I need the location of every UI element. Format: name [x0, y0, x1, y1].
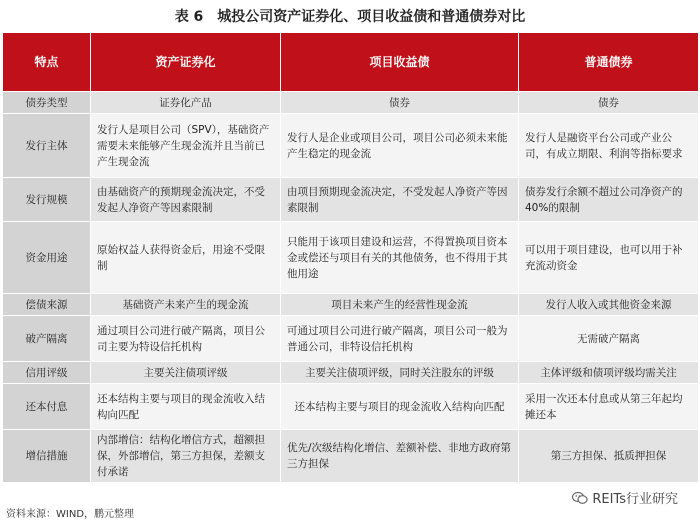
feature-cell: 还本付息 [3, 384, 91, 430]
table-row [3, 114, 699, 178]
ordinary-cell: 发行人收入或其他资金来源 [519, 294, 699, 316]
header-abs: 资产证券化 [91, 33, 281, 92]
ordinary-cell: 无需破产隔离 [519, 316, 699, 362]
abs-cell: 主要关注债项评级 [91, 362, 281, 384]
table-row [3, 178, 699, 222]
table-row [3, 430, 699, 483]
table-row [3, 384, 699, 430]
project-cell: 债券 [281, 92, 519, 114]
abs-cell: 发行人是项目公司（SPV），基础资产需要未来能够产生现金流并且当前已产生现金流 [91, 114, 281, 178]
table-row [3, 362, 699, 384]
project-cell: 发行人是企业或项目公司，项目公司必须未来能产生稳定的现金流 [281, 114, 519, 178]
ordinary-cell: 债券发行余额不超过公司净资产的 40%的限制 [519, 178, 699, 222]
header-ordinary-bond: 普通债券 [519, 33, 699, 92]
project-cell: 由项目预期现金流决定，不受发起人净资产等因素限制 [281, 178, 519, 222]
abs-cell: 原始权益人获得资金后，用途不受限制 [91, 222, 281, 294]
project-cell: 只能用于该项目建设和运营，不得置换项目资本金或偿还与项目有关的其他债务，也不得用于其他用途 [281, 222, 519, 294]
project-cell: 可通过项目公司进行破产隔离，项目公司一般为普通公司，非特设信托机构 [281, 316, 519, 362]
watermark-text: REITs行业研究 [592, 492, 678, 507]
feature-cell: 发行规模 [3, 178, 91, 222]
ordinary-cell: 发行人是融资平台公司或产业公司，有成立期限、利润等指标要求 [519, 114, 699, 178]
project-cell: 优先/次级结构化增信、差额补偿、非地方政府第三方担保 [281, 430, 519, 483]
header-project-bond: 项目收益债 [281, 33, 519, 92]
abs-cell: 还本结构主要与项目的现金流收入结构向匹配 [91, 384, 281, 430]
feature-cell: 发行主体 [3, 114, 91, 178]
ordinary-cell: 第三方担保、抵质押担保 [519, 430, 699, 483]
ordinary-cell: 主体评级和债项评级均需关注 [519, 362, 699, 384]
table-row [3, 294, 699, 316]
abs-cell: 由基础资产的预期现金流决定，不受发起人净资产等因素限制 [91, 178, 281, 222]
watermark [572, 488, 678, 507]
header-feature: 特点 [3, 33, 91, 92]
table-row [3, 316, 699, 362]
ordinary-cell: 可以用于项目建设，也可以用于补充流动资金 [519, 222, 699, 294]
ordinary-cell: 采用一次还本付息或从第三年起均摊还本 [519, 384, 699, 430]
feature-cell: 资金用途 [3, 222, 91, 294]
comparison-table [2, 32, 699, 483]
wechat-icon [572, 491, 588, 505]
project-cell: 还本结构主要与项目的现金流收入结构向匹配 [281, 384, 519, 430]
ordinary-cell: 债券 [519, 92, 699, 114]
feature-cell: 偿债来源 [3, 294, 91, 316]
abs-cell: 证券化产品 [91, 92, 281, 114]
source-note: 资料来源：WIND，鹏元整理 [6, 509, 135, 520]
abs-cell: 内部增信：结构化增信方式，超额担保，外部增信，第三方担保，差额支付承诺 [91, 430, 281, 483]
abs-cell: 通过项目公司进行破产隔离，项目公司主要为特设信托机构 [91, 316, 281, 362]
abs-cell: 基础资产未来产生的现金流 [91, 294, 281, 316]
feature-cell: 债券类型 [3, 92, 91, 114]
project-cell: 主要关注债项评级，同时关注股东的评级 [281, 362, 519, 384]
feature-cell: 增信措施 [3, 430, 91, 483]
table-title: 表 6 城投公司资产证券化、项目收益债和普通债券对比 [174, 9, 526, 25]
feature-cell: 破产隔离 [3, 316, 91, 362]
table-row [3, 92, 699, 114]
table-row [3, 222, 699, 294]
header-row [3, 33, 699, 92]
feature-cell: 信用评级 [3, 362, 91, 384]
project-cell: 项目未来产生的经营性现金流 [281, 294, 519, 316]
